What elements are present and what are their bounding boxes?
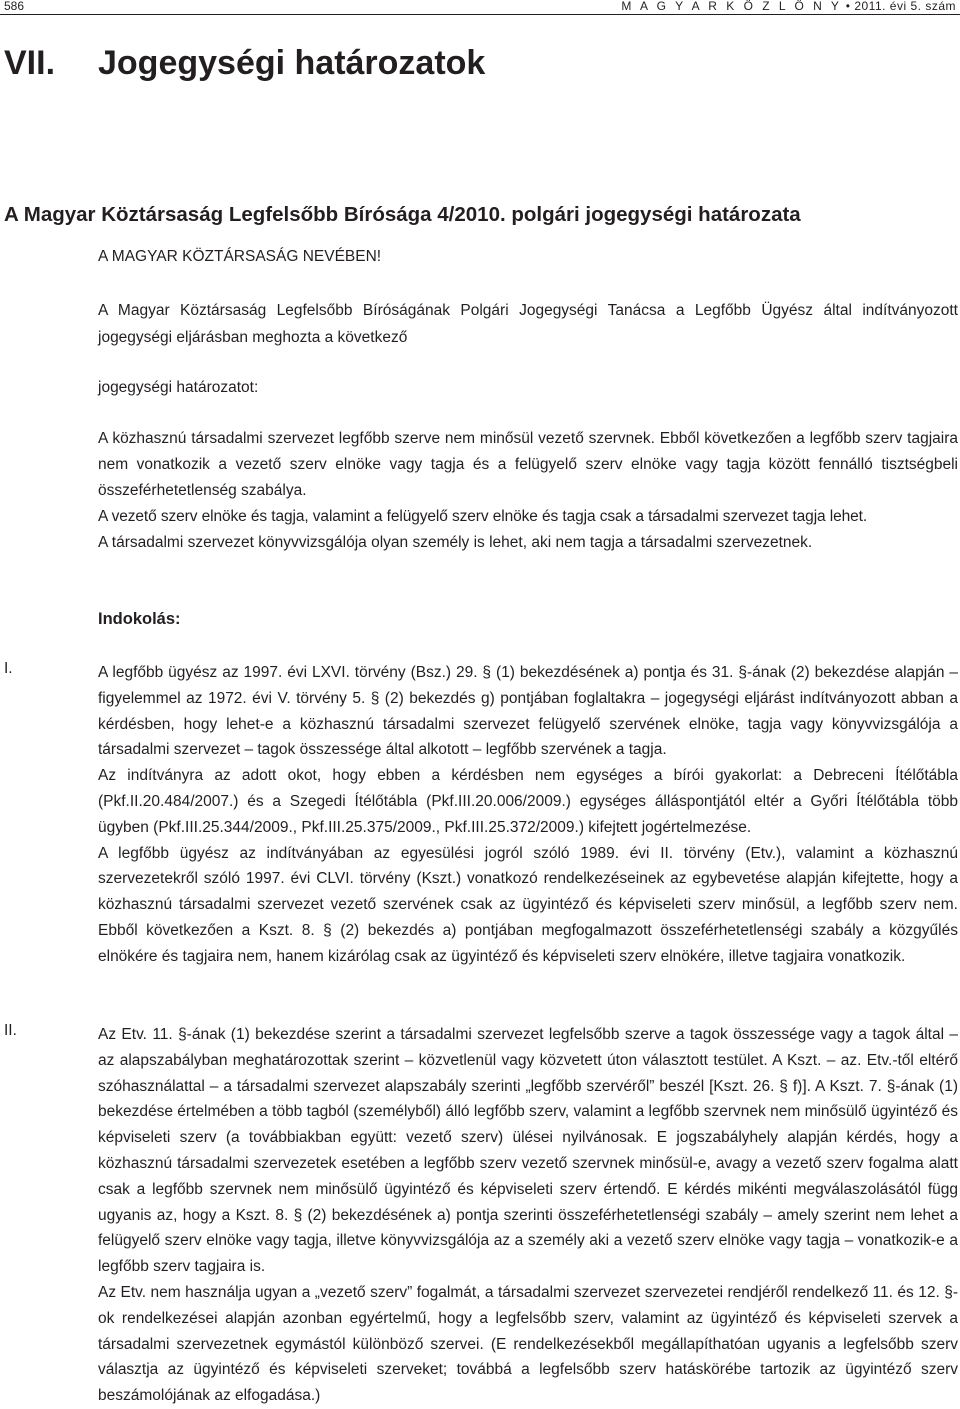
section-2 xyxy=(98,1022,958,1409)
holding-paragraph-3: A társadalmi szervezet könyvvizsgálója olyan személy is lehet, aki nem tagja a társadalmi szervezetnek. xyxy=(98,534,813,551)
intro-paragraph: A Magyar Köztársaság Legfelsőbb Bíróságának Polgári Jogegységi Tanácsa a Legfőbb Ügyész által indítványozott jogegységi eljárásban meghozta a következő xyxy=(98,302,958,346)
holding-paragraph-1: A közhasznú társadalmi szervezet legfőbb szerve nem minősül vezető szervnek. Ebből következően a legfőbb szerv tagjaira nem vonatkozik a vezető szerv elnöke vagy tagja és a felügyelő szerv elnöke vagy tagja között fennálló tisztségbeli összeférhetetlenség szabálya. xyxy=(98,430,958,499)
section-1-paragraph-2: Az indítványra az adott okot, hogy ebben a kérdésben nem egységes a bírói gyakorlat: a Debreceni Ítélőtábla (Pkf.II.20.484/2007.) és a Szegedi Ítélőtábla (Pkf.III.20.006/2009.) egységes álláspontjától eltér a Győri Ítélőtábla több ügyben (Pkf.III.25.344/2009., Pkf.III.25.375/2009., Pkf.III.25.372/2009.) kifejtett jogértelmezése. xyxy=(98,767,958,836)
decision-label: jogegységi határozatot: xyxy=(98,379,259,396)
holding-paragraph-2: A vezető szerv elnöke és tagja, valamint a felügyelő szerv elnöke és tagja csak a társadalmi szervezet tagja lehet. xyxy=(98,508,868,525)
section-2-numeral: II. xyxy=(4,1022,17,1039)
section-1 xyxy=(98,660,958,970)
decision-title: A Magyar Köztársaság Legfelsőbb Bírósága 4/2010. polgári jogegységi határozata xyxy=(4,203,801,226)
running-header xyxy=(0,0,960,14)
issue-number: 2011. évi 5. szám xyxy=(854,0,956,13)
section-1-paragraph-3: A legfőbb ügyész az indítványában az egyesülési jogról szóló 1989. évi II. törvény (Etv.), valamint a közhasznú szervezetekről szóló 1997. évi CLVI. törvény (Kszt.) vonatkozó rendelkezéseinek az egybevetése alapján kifejtette, hogy a közhasznú társadalmi szervezet vezető szervének csak az ügyintéző és képviseleti szerv minősül, a legfőbb szerv nem. Ebből következően a Kszt. 8. § (2) bekezdés a) pontjában megfogalmazott összeférhetetlenségi szabály a közgyűlés elnökére és tagjaira nem, hanem kizárólag csak az ügyintéző és képviseleti szerv elnökére, illetve tagjaira vonatkozik. xyxy=(98,844,958,965)
reasoning-heading: Indokolás: xyxy=(98,610,181,628)
header-rule xyxy=(0,14,960,15)
in-the-name-line: A MAGYAR KÖZTÁRSASÁG NEVÉBEN! xyxy=(98,248,382,265)
chapter-number: VII. xyxy=(4,44,56,82)
journal-issue xyxy=(621,0,956,13)
section-1-numeral: I. xyxy=(4,660,13,677)
section-2-paragraph-2: Az Etv. nem használja ugyan a „vezető szerv” fogalmát, a társadalmi szervezet szervezetei rendjéről rendelkező 11. és 12. §-ok rendelkezései alapján azonban egyértelmű, hogy a legfelsőbb szerv, valamint az ügyintéző és képviseleti szervek a társadalmi szervezetnek egymástól különböző szervei. (E rendelkezésekből megállapíthatóan ugyanis a legfelsőbb szerv választja az ügyintéző és képviseleti szerveket; továbbá a legfelsőbb szerv hatáskörébe tartozik az ügyintéző szerv beszámolójának az elfogadása.) xyxy=(98,1283,958,1405)
chapter-title: Jogegységi határozatok xyxy=(98,44,486,82)
section-2-paragraph-1: Az Etv. 11. §-ának (1) bekezdése szerint a társadalmi szervezet legfelsőbb szerve a tagok összessége vagy a tagok által – az alapszabályban meghatározottak szerint – közvetlenül vagy közvetett úton választott testület. A Kszt. – az. Etv.-től eltérő szóhasználattal – a társadalmi szervezet alapszabály szerinti „legfőbb szervéről” beszél [Kszt. 26. § f)]. A Kszt. 7. §-ának (1) bekezdése értelmében a több tagból (személyből) álló legfőbb szerv, valamint a legfőbb szervnek nem minősülő ügyintéző és képviseleti szerv (a továbbiakban együtt: vezető szerv) ülései nyilvánosak. E jogszabályhely alapján kérdés, hogy a közhasznú társadalmi szervezetek esetében a legfőbb szerv vezető szervnek minősül-e, avagy a vezető szerv fogalma alatt csak a legfőbb szervnek nem minősülő ügyintéző és képviseleti szerv értendő. E kérdés mikénti megválaszolásától függ ugyanis az, hogy a Kszt. 8. § (2) bekezdésének a) pontja szerinti összeférhetetlenségi szabály – amely szerint nem lehet a felügyelő szerv elnöke vagy tagja, illetve könyvvizsgálója az a személy aki a vezető szerv elnöke vagy tagja – vonatkozik-e a legfőbb szerv tagjaira is. xyxy=(98,1026,958,1276)
journal-title: M A G Y A R K Ö Z L Ö N Y xyxy=(621,0,842,13)
section-1-paragraph-1: A legfőbb ügyész az 1997. évi LXVI. törvény (Bsz.) 29. § (1) bekezdésének a) pontja és 31. §-ának (2) bekezdése alapján – figyelemmel az 1972. évi V. törvény 5. § (2) bekezdés g) pontjában foglaltakra – jogegységi eljárást indítványozott abban a kérdésben, hogy lehet-e a közhasznú társadalmi szervezet felügyelő szervének elnöke, tagja vagy könyvvizsgálója a társadalmi szervezet – tagok összessége által alkotott – legfőbb szervének a tagja. xyxy=(98,664,958,759)
chapter-heading xyxy=(4,44,485,83)
page-number: 586 xyxy=(4,0,25,13)
bullet-separator: • xyxy=(845,0,851,13)
